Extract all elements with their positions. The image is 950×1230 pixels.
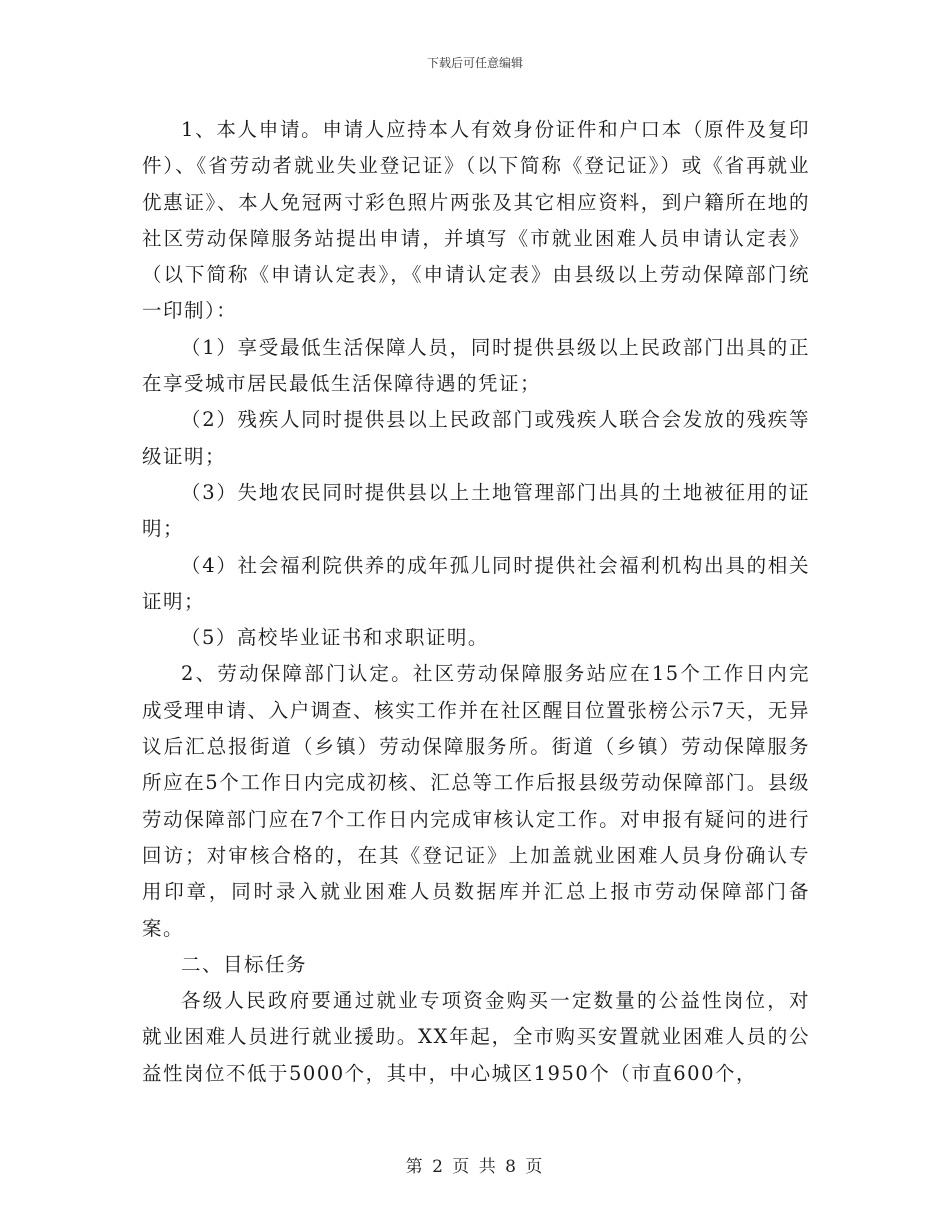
paragraph-self-application: 1、本人申请。申请人应持本人有效身份证件和户口本（原件及复印件）、《省劳动者就业失业登记证》（以下简称《登记证》）或《省再就业优惠证》、本人免冠两寸彩色照片两张及其它相应资料，到户籍所在地的社区劳动保障服务站提出申请，并填写《市就业困难人员申请认定表》（以下简称《申请认定表》，《申请认定表》由县级以上劳动保障部门统一印制）： bbox=[142, 118, 810, 323]
paragraph-department-certification: 2、劳动保障部门认定。社区劳动保障服务站应在15个工作日内完成受理申请、入户调查、核实工作并在社区醒目位置张榜公示7天，无异议后汇总报街道（乡镇）劳动保障服务所。街道（乡镇）劳动保障服务所应在5个工作日内完成初核、汇总等工作后报县级劳动保障部门。县级劳动保障部门应在7个工作日内完成审核认定工作。对申报有疑问的进行回访；对审核合格的，在其《登记证》上加盖就业困难人员身份确认专用印章，同时录入就业困难人员数据库并汇总上报市劳动保障部门备案。 bbox=[142, 662, 810, 940]
section-heading-targets: 二、目标任务 bbox=[181, 952, 308, 976]
header-note: 下载后可任意编辑 bbox=[426, 56, 523, 70]
paragraph-item-4: （4）社会福利院供养的成年孤儿同时提供社会福利机构出具的相关证明； bbox=[142, 553, 810, 613]
paragraph-item-3: （3）失地农民同时提供县以上土地管理部门出具的土地被征用的证明； bbox=[142, 480, 810, 541]
page-number: 第 2 页 共 8 页 bbox=[405, 1157, 545, 1177]
paragraph-item-5: （5）高校毕业证书和求职证明。 bbox=[181, 626, 489, 650]
paragraph-item-2: （2）残疾人同时提供县以上民政部门或残疾人联合会发放的残疾等级证明； bbox=[142, 408, 810, 468]
paragraph-item-1: （1）享受最低生活保障人员，同时提供县级以上民政部门出具的正在享受城市居民最低生活保障待遇的凭证； bbox=[142, 335, 810, 396]
document-body bbox=[142, 112, 810, 1092]
paragraph-targets: 各级人民政府要通过就业专项资金购买一定数量的公益性岗位，对就业困难人员进行就业援助。XX年起，全市购买安置就业困难人员的公益性岗位不低于5000个，其中，中心城区1950个（市直600个， bbox=[142, 989, 810, 1085]
